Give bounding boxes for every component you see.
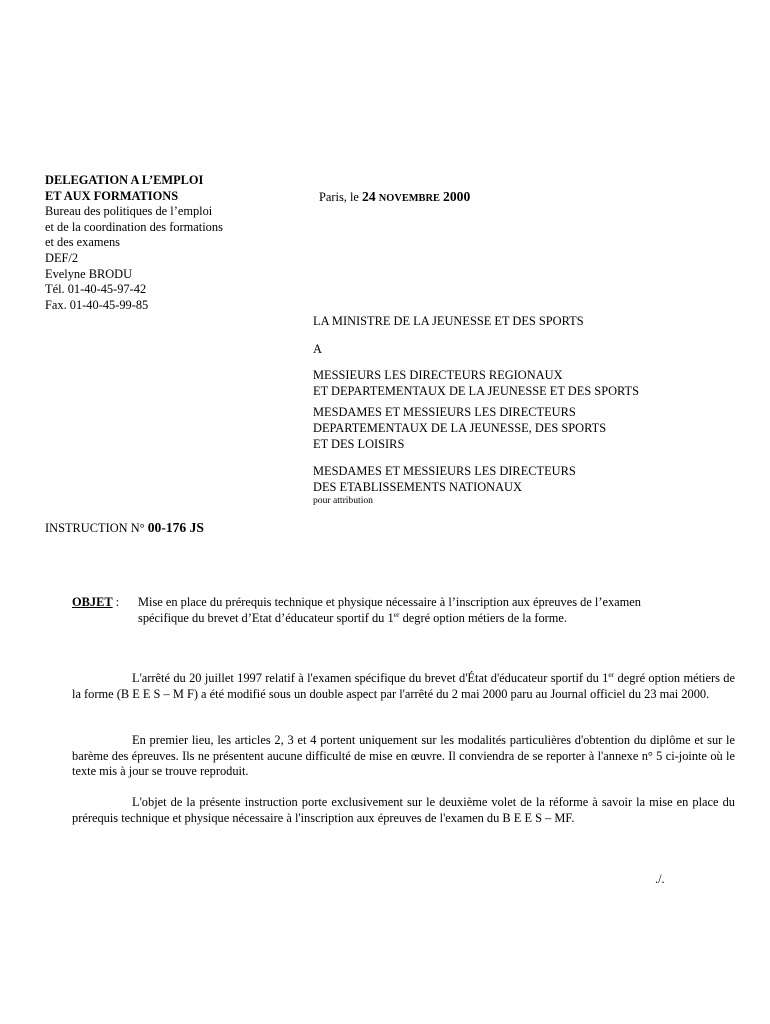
sender-name: Evelyne BRODU <box>45 266 133 281</box>
body-paragraph-2: En premier lieu, les articles 2, 3 et 4 portent uniquement sur les modalités particulières d'obtention du diplôme et sur le barème des épreuves. Ils ne présentent aucune difficulté de mise en œuvre. Il conviendra de se reporter à l'annexe n° 5 ci-jointe où le texte mis à jour se trouve reproduit. <box>72 733 735 779</box>
recipient-group2-line2: DEPARTEMENTAUX DE LA JEUNESSE, DES SPORTS <box>313 420 607 435</box>
sender-tel: Tél. 01-40-45-97-42 <box>45 282 147 297</box>
date-year: 2000 <box>443 189 471 204</box>
objet-label <box>72 595 119 611</box>
recipient-from: LA MINISTRE DE LA JEUNESSE ET DES SPORTS <box>313 314 584 328</box>
instruction-code: 00-176 JS <box>147 520 204 535</box>
sender-fax: Fax. 01-40-45-99-85 <box>45 297 149 312</box>
instruction-label: INSTRUCTION N° <box>45 521 145 535</box>
recipient-to: A <box>313 341 322 356</box>
recipient-group1-line2: ET DEPARTEMENTAUX DE LA JEUNESSE ET DES SPORTS <box>313 383 640 398</box>
objet-colon: : <box>112 595 120 609</box>
recipient-group3-line1: MESDAMES ET MESSIEURS LES DIRECTEURS <box>313 464 576 479</box>
recipient-group2-line3: ET DES LOISIRS <box>313 436 405 451</box>
body-paragraph-3: L'objet de la présente instruction porte exclusivement sur le deuxième volet de la réforme à savoir la mise en place du prérequis technique et physique nécessaire à l'inscription aux épreuves de l'examen du B E E S – MF. <box>72 795 735 825</box>
recipient-group2-line1: MESDAMES ET MESSIEURS LES DIRECTEURS <box>313 405 576 420</box>
sender-ref: DEF/2 <box>45 250 79 265</box>
letter-date <box>319 189 470 207</box>
sender-block <box>45 173 223 313</box>
date-month: NOVEMBRE <box>378 193 440 204</box>
sender-bureau-line2: et de la coordination des formations <box>45 219 223 234</box>
objet-line1: Mise en place du prérequis technique et physique nécessaire à l’inscription aux épreuves de l’examen <box>138 595 642 609</box>
sender-bureau-line1: Bureau des politiques de l’emploi <box>45 204 213 219</box>
objet-line2: spécifique du brevet d’Etat d’éducateur sportif du 1er degré option métiers de la forme. <box>138 609 568 625</box>
recipient-group1-line1: MESSIEURS LES DIRECTEURS REGIONAUX <box>313 368 563 383</box>
sender-bureau-line3: et des examens <box>45 235 121 250</box>
continuation-mark: ./. <box>655 872 665 886</box>
date-day: 24 <box>362 189 376 204</box>
objet-text <box>138 595 641 626</box>
recipient-note: pour attribution <box>313 495 373 507</box>
objet-title: OBJET <box>72 595 113 609</box>
sender-org-line1: DELEGATION A L’EMPLOI <box>45 173 204 187</box>
recipients-block <box>313 314 639 507</box>
body-paragraph-1: L'arrêté du 20 juillet 1997 relatif à l'examen spécifique du brevet d'État d'éducateur sportif du 1er degré option métiers de la forme (B E E S – M F) a été modifié sous un double aspect par l'arrêté du 2 mai 2000 paru au Journal officiel du 23 mai 2000. <box>72 670 735 701</box>
sender-org-line2: ET AUX FORMATIONS <box>45 188 179 203</box>
date-prefix: Paris, le <box>319 190 359 204</box>
recipient-group3-line2: DES ETABLISSEMENTS NATIONAUX <box>313 479 522 494</box>
instruction-number <box>45 520 204 537</box>
